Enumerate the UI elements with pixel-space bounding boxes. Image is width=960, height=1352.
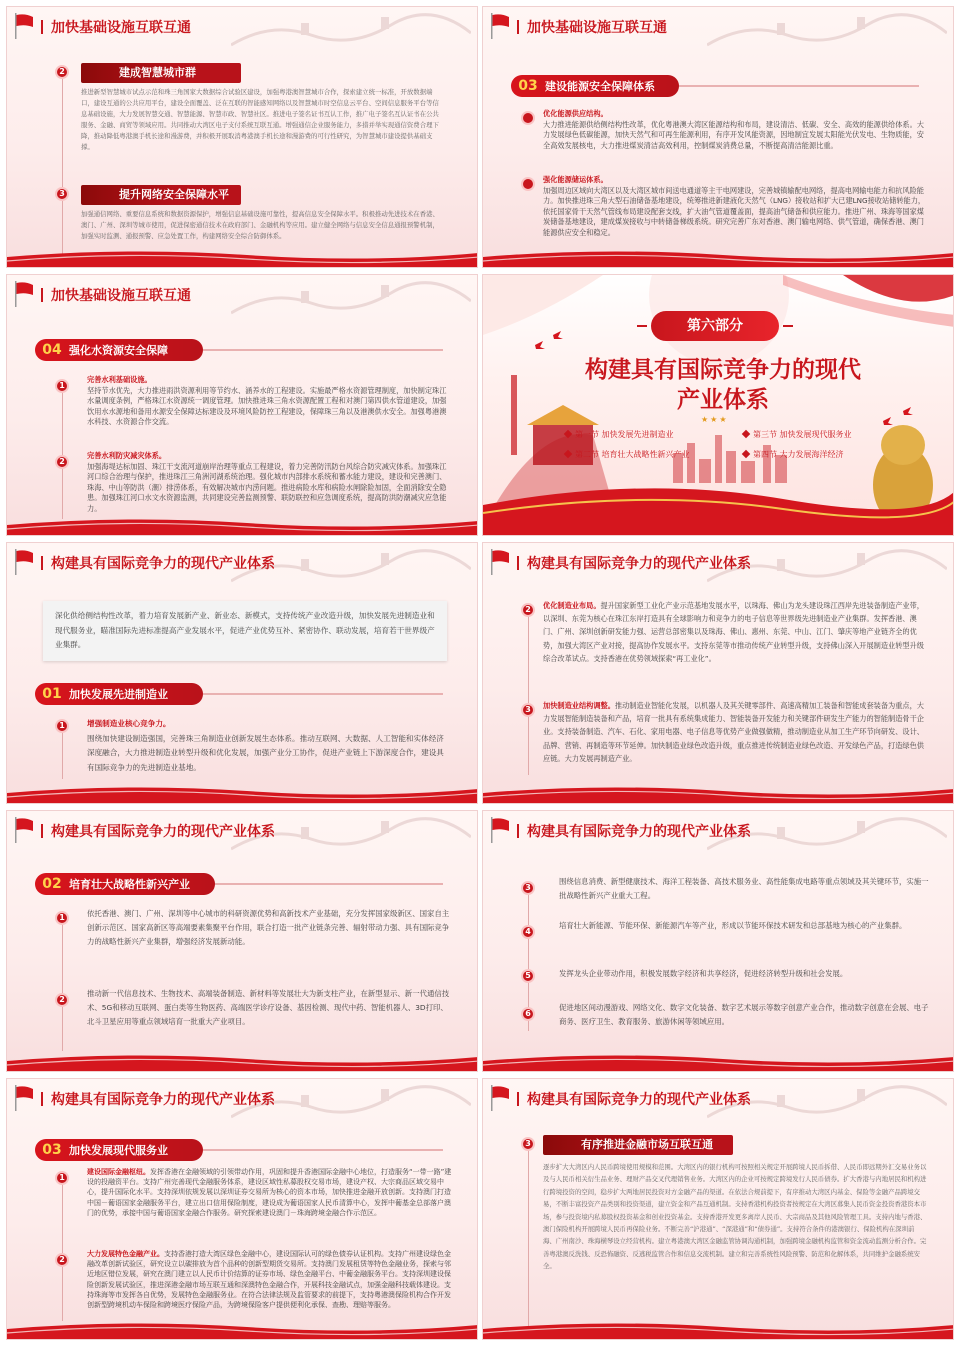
item-body: 围绕信息消费、新型健康技术、海洋工程装备、高技术服务业、高性能集成电路等重点领域及其关键环节，实施一批战略性新兴产业重大工程。 bbox=[559, 877, 929, 900]
slide-header bbox=[7, 543, 478, 583]
flag-icon bbox=[13, 281, 35, 307]
item-body: 发挥龙头企业带动作用，积极发展数字经济和共享经济，促进经济转型升级和社会发展。 bbox=[559, 969, 848, 978]
item-number: 3 bbox=[521, 1137, 535, 1151]
item-body: 发挥香港在金融领域的引领带动作用，巩固和提升香港国际金融中心地位，打造服务“一带一路”建设的投融资平台。支持广州完善现代金融服务体系，建设区域性私募股权交易市场，建设产权、大宗商品区域交易中心，提升国际化水平。支持深圳依规发展以深圳证券交易所为核心的资本市场，加快推进金融开放创新。支持澳门打造中国－葡语国家金融服务平台，建立出口信用保险制度，建设成为葡语国家人民币清算中心，发挥中葡基金总部落户澳门的优势，承接中国与葡语国家金融合作服务。研究探索建设澳门－珠海跨境金融合作示范区。 bbox=[87, 1168, 452, 1217]
item-text bbox=[543, 109, 927, 173]
section-pill bbox=[511, 75, 679, 97]
item-number: 3 bbox=[521, 881, 535, 895]
section-title: 建设能源安全保障体系 bbox=[545, 80, 655, 93]
item-subtitle: 建设国际金融枢纽。 bbox=[87, 1168, 150, 1176]
item-body: 促进地区间动漫游戏、网络文化、数字文化装备、数字艺术展示等数字创意产业合作，推动数字创意在会展、电子商务、医疗卫生、教育服务、旅游休闲等领域应用。 bbox=[559, 1003, 929, 1026]
flag-icon bbox=[13, 817, 35, 843]
item-subtitle: 增强制造业核心竞争力。 bbox=[87, 719, 171, 728]
item-subtitle: 优化制造业布局。 bbox=[543, 601, 601, 610]
item-text bbox=[87, 1167, 453, 1249]
item-number: 5 bbox=[521, 969, 535, 983]
slide-title: 构建具有国际竞争力的现代产业体系 bbox=[51, 556, 275, 572]
item-subtitle: 强化能源储运体系。 bbox=[543, 175, 608, 184]
intro-text: 深化供给侧结构性改革，着力培育发展新产业、新业态、新模式，支持传统产业改造升级，加快发展先进制造业和现代服务业，瞄准国际先进标准提高产业发展水平，促进产业优势互补、紧密协作、联动发展，培育若干世界级产业集群。 bbox=[55, 611, 435, 649]
section-pill bbox=[35, 683, 203, 705]
bullet-dot bbox=[521, 111, 535, 125]
section-item: 第四节 大力发展海洋经济 bbox=[743, 449, 844, 460]
star-decoration: ★★★ bbox=[701, 415, 729, 424]
section-number: 03 bbox=[518, 78, 538, 94]
flag-icon bbox=[489, 1085, 511, 1111]
item-number: 1 bbox=[55, 719, 69, 733]
item-subtitle: 大力发展特色金融产业。 bbox=[87, 1250, 164, 1258]
slide-8 bbox=[482, 810, 954, 1072]
slide-9 bbox=[6, 1078, 478, 1340]
bottom-wave bbox=[7, 515, 478, 535]
slide-5 bbox=[6, 542, 478, 804]
section-title: 加快发展现代服务业 bbox=[69, 1144, 168, 1157]
slide-title: 加快基础设施互联互通 bbox=[51, 288, 191, 304]
item-number: 1 bbox=[55, 1171, 69, 1185]
section-pill bbox=[35, 873, 215, 895]
slide-header bbox=[7, 1079, 478, 1119]
slide-title: 加快基础设施互联互通 bbox=[51, 20, 191, 36]
section-item: 第三节 加快发展现代服务业 bbox=[743, 429, 852, 440]
item-number: 6 bbox=[521, 1007, 535, 1021]
item-body: 逐步扩大大湾区内人民币跨境使用规模和范围。大湾区内的银行机构可按照相关规定开展跨境人民币拆借、人民币即远期外汇交易业务以及与人民币相关衍生品业务、理财产品交叉代理销售业务。大湾区内的企业可按规定跨境发行人民币债券。扩大香港与内地居民和机构进行跨境投资的空间，稳步扩大两地居民投资对方金融产品的渠道。在依法合规前提下，有序推动大湾区内基金、保险等金融产品跨境交易，不断丰富投资产品类别和投资渠道，建立资金和产品互通机制。支持香港机构投资者按规定在大湾区募集人民币资金投资香港资本市场，参与投资境内私募股权投资基金和创业投资基金。支持香港开发更多离岸人民币、大宗商品及其他风险管理工具。支持内地与香港、澳门保险机构开展跨境人民币再保险业务。不断完善“沪港通”、“深港通”和“债券通”。支持符合条件的港澳银行、保险机构在深圳前海、广州南沙、珠海横琴设立经营机构。建立粤港澳大湾区金融监管协调沟通机制，加强跨境金融机构监管和资金流动监测分析合作。完善粤港澳反洗钱、反恐怖融资、反逃税监管合作和信息交流机制。建立和完善系统性风险预警、防范和化解体系，共同维护金融系统安全。 bbox=[543, 1163, 927, 1271]
slide-title: 构建具有国际竞争力的现代产业体系 bbox=[51, 824, 275, 840]
item-text bbox=[87, 717, 451, 785]
item-body: 加强海堤达标加固、珠江干支流河道崩岸治理等重点工程建设，着力完善防汛防台风综合防灾减灾体系。加强珠江河口综合治理与保护，推进珠江三角洲河湖系统治理。强化城市内部排水系统和蓄水能力建设，建设和完善澳门、珠海、中山等防洪（潮）排涝体系，有效解决城市内涝问题。推进病险水库和病险水闸除险加固，全面消除安全隐患。加强珠江河口水文水资源监测，共同建设完善监测预警、联防联控和应急调度系统，提高防洪防潮减灾应急能力。 bbox=[87, 461, 447, 513]
slide-title: 构建具有国际竞争力的现代产业体系 bbox=[51, 1092, 275, 1108]
item-text bbox=[87, 451, 453, 525]
section-item: 第一节 加快发展先进制造业 bbox=[565, 429, 674, 440]
section-title: 加快发展先进制造业 bbox=[69, 688, 168, 701]
bullet-dot bbox=[521, 177, 535, 191]
slide-title: 构建具有国际竞争力的现代产业体系 bbox=[527, 556, 751, 572]
item-text bbox=[87, 375, 453, 451]
diamond-icon bbox=[742, 430, 750, 438]
slide-header bbox=[483, 7, 954, 47]
item-subtitle: 优化能源供应结构。 bbox=[543, 109, 608, 118]
slide-3 bbox=[6, 274, 478, 536]
red-ribbon bbox=[483, 465, 954, 535]
bottom-wave bbox=[7, 783, 478, 803]
item-number: 2 bbox=[55, 455, 69, 469]
slide-10 bbox=[482, 1078, 954, 1340]
item-body: 加强周边区域向大湾区以及大湾区城市间送电通道等主干电网建设，完善城镇输配电网络，提高电网输电能力和抗风险能力。加快推进珠三角大型石油储备基地建设，统筹推进新建液化天然气（LNG）接收站和扩大已建LNG接收站储转能力，依托国家骨干天然气管线布局建设配套支线，扩大油气管道覆盖面，提高油气储备和供应能力。推进广州、珠海等国家煤炭储备基地建设，建成煤炭接收与中转储备梯级系统。研究完善广东对香港、澳门输电网络、供气管道，确保香港、澳门能源供应安全和稳定。 bbox=[543, 185, 926, 237]
flag-icon bbox=[489, 13, 511, 39]
section-number: 04 bbox=[42, 342, 62, 358]
slide-header bbox=[483, 543, 954, 583]
item-number: 4 bbox=[521, 925, 535, 939]
flag-icon bbox=[13, 549, 35, 575]
bottom-wave bbox=[7, 1051, 478, 1071]
section-item: 第二节 培育壮大战略性新兴产业 bbox=[565, 449, 690, 460]
item-number: 2 bbox=[521, 603, 535, 617]
section-number: 03 bbox=[42, 1142, 62, 1158]
slide-header bbox=[483, 811, 954, 851]
section-number: 01 bbox=[42, 686, 62, 702]
slide-title: 构建具有国际竞争力的现代产业体系 bbox=[527, 1092, 751, 1108]
item-body: 依托香港、澳门、广州、深圳等中心城市的科研资源优势和高新技术产业基础，充分发挥国家级新区、国家自主创新示范区、国家高新区等高端要素集聚平台作用，联合打造一批产业链条完善、辐射带动力强、具有国际竞争力的战略性新兴产业集群，增强经济发展新动能。 bbox=[87, 909, 450, 946]
bottom-wave bbox=[7, 247, 478, 267]
item-number: 1 bbox=[55, 911, 69, 925]
cover-title-line: 构建具有国际竞争力的现代 bbox=[585, 357, 861, 383]
item-number: 1 bbox=[55, 379, 69, 393]
item-number: 2 bbox=[55, 65, 69, 79]
item-number: 2 bbox=[55, 1253, 69, 1267]
slide-4-cover bbox=[482, 274, 954, 536]
slide-6 bbox=[482, 542, 954, 804]
item-number: 3 bbox=[55, 187, 69, 201]
item-body: 提升国家新型工业化产业示范基地发展水平，以珠海、佛山为龙头建设珠江西岸先进装备制造产业带，以深圳、东莞为核心在珠江东岸打造具有全球影响力和竞争力的电子信息等世界级先进制造业产业集群。发挥香港、澳门、广州、深圳创新研发能力强、运营总部密集以及珠海、佛山、惠州、东莞、中山、江门、肇庆等地产业链齐全的优势，加强大湾区产业对接，提高协作发展水平。支持东莞等市推动传统产业转型升级，支持佛山深入开展制造业转型升级综合改革试点。支持香港在优势领域探索“再工业化”。 bbox=[543, 601, 924, 663]
item-text bbox=[543, 699, 927, 793]
flag-icon bbox=[13, 1085, 35, 1111]
slide-title: 构建具有国际竞争力的现代产业体系 bbox=[527, 824, 751, 840]
section-number: 02 bbox=[42, 876, 62, 892]
diamond-icon bbox=[564, 430, 572, 438]
slide-header bbox=[7, 7, 478, 47]
part-tag: 第六部分 bbox=[651, 311, 779, 341]
slide-7 bbox=[6, 810, 478, 1072]
bottom-wave bbox=[483, 1051, 954, 1071]
item-body: 推动制造业智能化发展，以机器人及其关键零部件、高速高精加工装备和智能成套装备为重点，大力发展智能制造装备和产品，培育一批具有系统集成能力、智能装备开发能力和关键部件研发生产能力的智能制造骨干企业。支持装备制造、汽车、石化、家用电器、电子信息等优势产业做强做精，推动制造业从加工生产环节向研发、设计、品牌、营销、再制造等环节延伸。加快制造业绿色改造升级，重点推进传统制造业绿色改造、开发绿色产品，打造绿色供应链。大力发展再制造产业。 bbox=[543, 701, 924, 763]
item-body: 推动新一代信息技术、生物技术、高端装备制造、新材料等发展壮大为新支柱产业，在新型显示、新一代通信技术、5G和移动互联网、蛋白类等生物医药、高端医学诊疗设备、基因检测、现代中药、智能机器人、3D打印、北斗卫星应用等重点领域培育一批重大产业项目。 bbox=[87, 989, 450, 1026]
slide-2 bbox=[482, 6, 954, 268]
item-banner: 提升网络安全保障水平 bbox=[81, 185, 241, 205]
item-number: 3 bbox=[521, 703, 535, 717]
item-number: 2 bbox=[55, 993, 69, 1007]
item-banner: 有序推进金融市场互联互通 bbox=[543, 1135, 733, 1155]
item-subtitle: 完善水利防灾减灾体系。 bbox=[87, 451, 167, 460]
item-text bbox=[543, 599, 927, 693]
flag-icon bbox=[489, 549, 511, 575]
slide-header bbox=[7, 275, 478, 315]
section-title: 培育壮大战略性新兴产业 bbox=[69, 878, 190, 891]
item-body: 大力推进能源供给侧结构性改革，优化粤港澳大湾区能源结构和布局，建设清洁、低碳、安全、高效的能源供给体系。大力发展绿色低碳能源，加快天然气和可再生能源利用，有序开发风能资源，因地制宜发展太阳能光伏发电、生物质能，安全高效发展核电，大力推进煤炭清洁高效利用，控制煤炭消费总量，不断提高清洁能源比重。 bbox=[543, 119, 924, 150]
diamond-icon bbox=[564, 450, 572, 458]
bottom-wave bbox=[483, 1319, 954, 1339]
item-subtitle: 加快制造业结构调整。 bbox=[543, 701, 615, 710]
bottom-wave bbox=[483, 783, 954, 803]
item-banner: 建成智慧城市群 bbox=[81, 63, 241, 83]
section-title: 强化水资源安全保障 bbox=[69, 344, 168, 357]
bottom-wave bbox=[7, 1319, 478, 1339]
item-body: 坚持节水优先，大力推进雨洪资源利用等节约水、涵养水的工程建设。实施最严格水资源管理制度，加快制定珠江水量调度条例，严格珠江水资源统一调度管理。加快推进珠三角水资源配置工程和对澳门第四供水管道建设，加强饮用水水源地和备用水源安全保障达标建设及环境风险防控工程建设，保障珠三角以及港澳供水安全。加强粤港澳水科技、水资源合作交流。 bbox=[87, 385, 447, 427]
item-body: 支持香港打造大湾区绿色金融中心，建设国际认可的绿色债券认证机构。支持广州建设绿色金融改革创新试验区，研究设立以碳排放为首个品种的创新型期货交易所。支持澳门发展租赁等特色金融业务，探索与邻近地区错位发展，研究在澳门建立以人民币计价结算的证券市场、绿色金融平台、中葡金融服务平台。支持深圳建设保险创新发展试验区，推进深港金融市场互联互通和深澳特色金融合作，开展科技金融试点，加强金融科技载体建设。支持珠海等市发挥各自优势，发展特色金融服务业。在符合法律法规及监管要求的前提下，支持粤港澳保险机构合作开发创新型跨境机动车保险和跨境医疗保险产品，为跨境保险客户提供便利化承保、查勘、理赔等服务。 bbox=[87, 1250, 451, 1310]
flag-icon bbox=[13, 13, 35, 39]
slide-header bbox=[483, 1079, 954, 1119]
bottom-wave bbox=[483, 247, 954, 267]
cover-title-line: 产业体系 bbox=[677, 387, 769, 413]
section-pill bbox=[35, 1139, 203, 1161]
item-body: 培育壮大新能源、节能环保、新能源汽车等产业，形成以节能环保技术研发和总部基地为核心的产业集群。 bbox=[559, 921, 907, 930]
item-body: 围绕加快建设制造强国，完善珠三角制造业创新发展生态体系。推动互联网、大数据、人工智能和实体经济深度融合，大力推进制造业转型升级和优化发展，加强产业分工协作，促进产业链上下游深度合作，建设具有国际竞争力的先进制造业基地。 bbox=[87, 733, 444, 772]
flag-icon bbox=[489, 817, 511, 843]
slide-title: 加快基础设施互联互通 bbox=[527, 20, 667, 36]
item-body: 推进新型智慧城市试点示范和珠三角国家大数据综合试验区建设，加强粤港澳智慧城市合作，探索建立统一标准，开放数据端口，建设互通的公共应用平台，建设全面覆盖、泛在互联的智能感知网络以及智慧城市时空信息云平台、空间信息服务平台等信息基础设施，大力发展智慧交通、智慧能源、智慧市政、智慧社区。推进电子签名证书互认工作，推广电子签名互认证书在公共服务、金融、商贸等领域应用。共同推动大湾区电子支付系统互联互通。增强通信企业服务能力，多措并举实现通信资费合理下降，推动降低粤港澳手机长途和漫游费，并积极开展取消粤港澳手机长途和漫游费的可行性研究，为智慧城市建设提供基础支撑。 bbox=[81, 88, 439, 151]
slide-1 bbox=[6, 6, 478, 268]
section-pill bbox=[35, 339, 203, 361]
diamond-icon bbox=[742, 450, 750, 458]
slide-header bbox=[7, 811, 478, 851]
item-subtitle: 完善水利基础设施。 bbox=[87, 375, 152, 384]
item-body: 加强通信网络、重要信息系统和数据资源保护，增强信息基础设施可靠性，提高信息安全保障水平。积极推动先进技术在香港、澳门、广州、深圳等城市使用，促进保密通信技术在政府部门、金融机构等应用。建立健全网络与信息安全信息通报预警机制，加强实时监测、通报预警、应急处置工作，构建网络安全综合防御体系。 bbox=[81, 210, 439, 240]
item-text bbox=[543, 175, 927, 251]
